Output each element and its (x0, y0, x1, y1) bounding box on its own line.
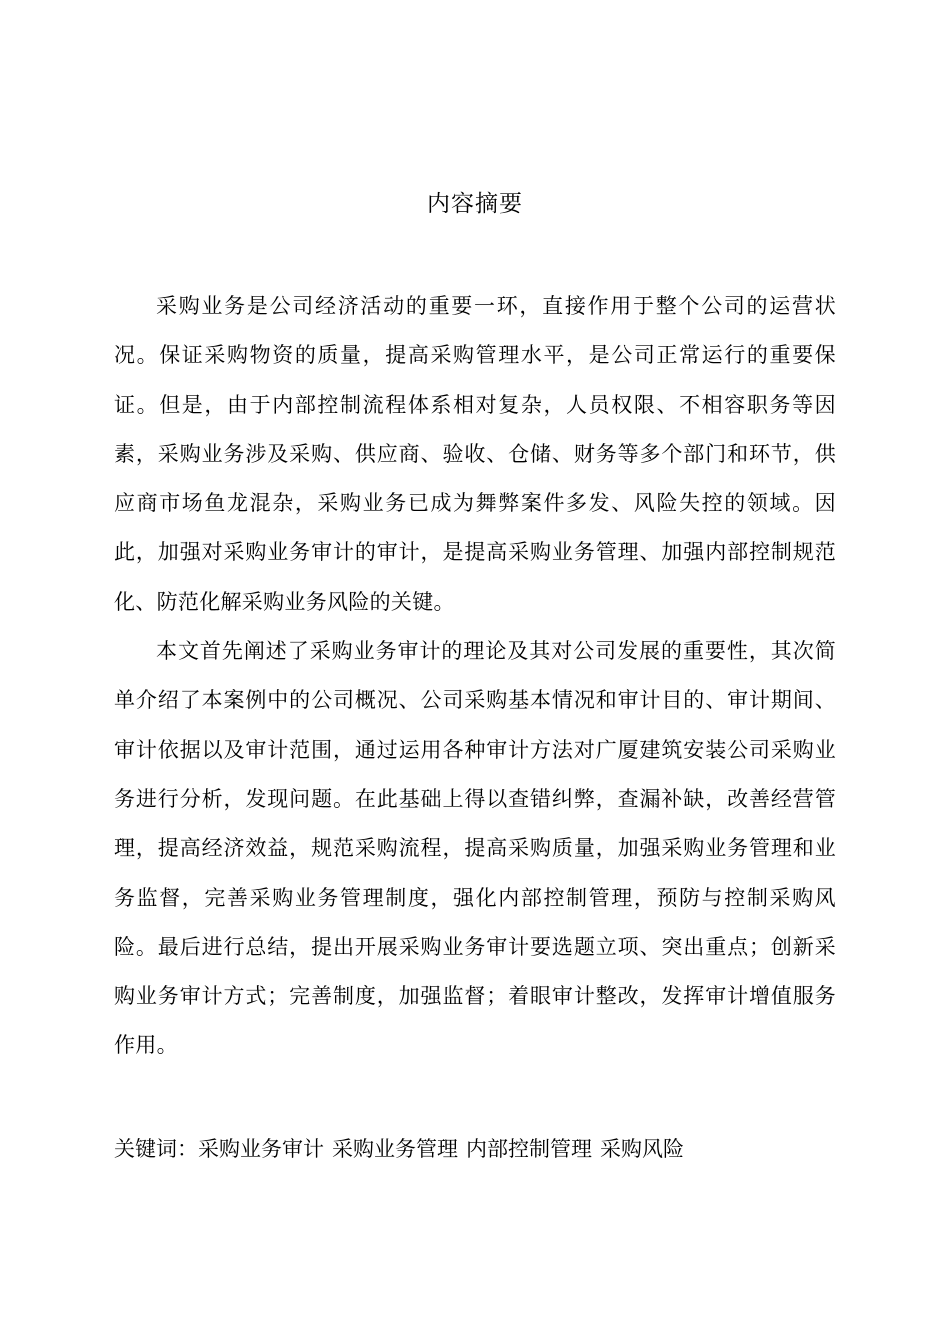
abstract-body (114, 282, 836, 1071)
keywords-line (114, 1133, 836, 1165)
keyword-item: 采购风险 (600, 1137, 684, 1161)
abstract-paragraph-1: 采购业务是公司经济活动的重要一环，直接作用于整个公司的运营状况。保证采购物资的质量，提高采购管理水平，是公司正常运行的重要保证。但是，由于内部控制流程体系相对复杂，人员权限、不相容职务等因素，采购业务涉及采购、供应商、验收、仓储、财务等多个部门和环节，供应商市场鱼龙混杂，采购业务已成为舞弊案件多发、风险失控的领域。因此，加强对采购业务审计的审计，是提高采购业务管理、加强内部控制规范化、防范化解采购业务风险的关键。 (114, 294, 836, 614)
abstract-paragraph-2: 本文首先阐述了采购业务审计的理论及其对公司发展的重要性，其次简单介绍了本案例中的公司概况、公司采购基本情况和审计目的、审计期间、审计依据以及审计范围，通过运用各种审计方法对广厦建筑安装公司采购业务进行分析，发现问题。在此基础上得以查错纠弊，查漏补缺，改善经营管理，提高经济效益，规范采购流程，提高采购质量，加强采购业务管理和业务监督，完善采购业务管理制度，强化内部控制管理，预防与控制采购风险。最后进行总结，提出开展采购业务审计要选题立项、突出重点；创新采购业务审计方式；完善制度，加强监督；着眼审计整改，发挥审计增值服务作用。 (114, 639, 836, 1058)
keywords-label: 关键词： (114, 1137, 198, 1161)
keyword-item: 采购业务审计 (198, 1137, 324, 1161)
page-title: 内容摘要 (427, 191, 523, 217)
keyword-item: 内部控制管理 (466, 1137, 592, 1161)
keyword-item: 采购业务管理 (332, 1137, 458, 1161)
